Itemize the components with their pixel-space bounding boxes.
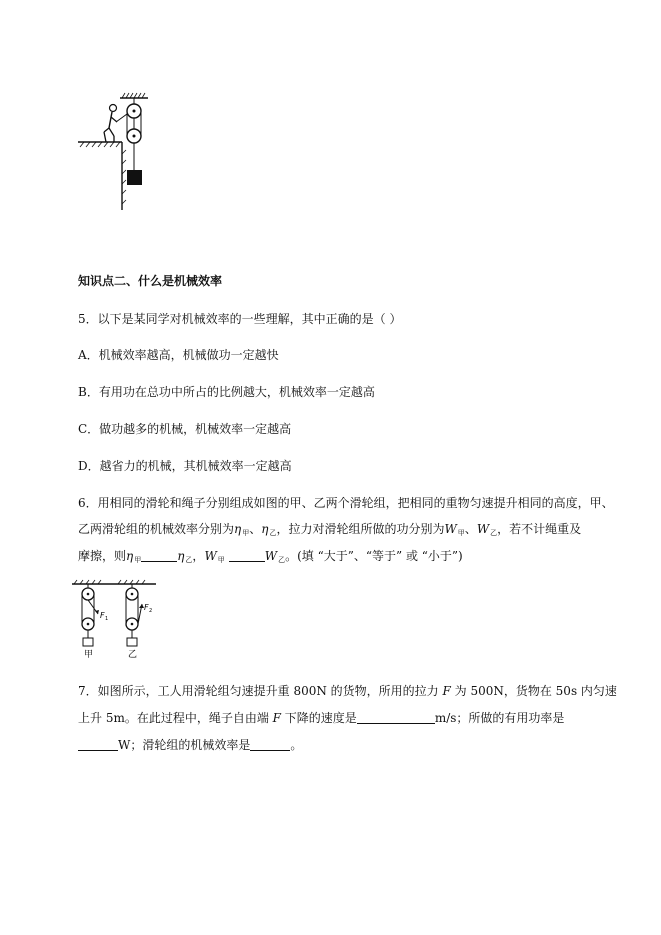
q7-line2-text-b: 下降的速度是	[280, 711, 357, 725]
subscript-yi: 乙	[185, 556, 193, 564]
q7-line3-text-a: W；滑轮组的机械效率是	[118, 738, 251, 752]
q5-option-a: A．机械效率越高，机械做功一定越快	[78, 348, 279, 362]
work-symbol: W	[476, 522, 490, 536]
work-symbol: W	[444, 522, 457, 536]
work-symbol: W	[264, 549, 278, 563]
q7-line2-text-c: ；所做的有用功率是	[456, 711, 565, 725]
q5-stem: 5．以下是某同学对机械效率的一些理解，其中正确的是（ ）	[78, 312, 402, 326]
q6-line3	[78, 548, 463, 568]
q7-line2-text-a: 上升 5m。在此过程中，绳子自由端	[78, 711, 273, 725]
q5-option-c: C．做功越多的机械，机械效率一定越高	[78, 422, 292, 436]
subscript-jia: 甲	[134, 556, 142, 564]
subscript-jia: 甲	[217, 556, 225, 564]
figure-label-yi: 乙	[128, 650, 138, 660]
force-label-f2-sub: 2	[149, 608, 153, 614]
answer-blank-eta[interactable]	[141, 549, 177, 562]
force-label-f1: F	[100, 611, 105, 620]
force-label-f1-sub: 1	[105, 616, 109, 622]
subscript-jia: 甲	[457, 529, 465, 537]
q6-line2-text-a: 乙两滑轮组的机械效率分别为	[78, 522, 235, 536]
q6-line1: 6．用相同的滑轮和绳子分别组成如图的甲、乙两个滑轮组，把相同的重物匀速提升相同的高度，甲、	[78, 496, 614, 510]
q7-line1	[78, 683, 617, 699]
q7-line1-text-a: 7．如图所示，工人用滑轮组匀速提升重 800N 的货物，所用的拉力	[78, 684, 443, 698]
q7-line3	[78, 737, 302, 753]
subscript-jia: 甲	[242, 529, 250, 537]
q6-line2	[78, 521, 581, 541]
pulley-groups-figure	[70, 580, 160, 660]
force-symbol: F	[442, 684, 451, 698]
q6-line2-text-c: ，若不计绳重及	[497, 522, 582, 536]
separator: 、	[464, 522, 477, 536]
q7-line2	[78, 710, 564, 726]
subscript-yi: 乙	[269, 529, 277, 537]
force-symbol: F	[272, 711, 281, 725]
q5-option-b: B．有用功在总功中所占的比例越大，机械效率一定越高	[78, 385, 375, 399]
eta-symbol: η	[126, 549, 134, 563]
answer-blank-speed[interactable]	[357, 711, 435, 724]
subscript-yi: 乙	[278, 556, 286, 564]
separator: 、	[249, 522, 262, 536]
worker-pulley-figure	[76, 92, 156, 212]
comma: ，	[192, 549, 205, 563]
section-heading: 知识点二、什么是机械效率	[78, 274, 223, 288]
q7-line1-text-b: 为 500N，货物在 50s 内匀速	[450, 684, 617, 698]
answer-blank-work[interactable]	[229, 549, 265, 562]
q7-line3-text-b: 。	[290, 738, 303, 752]
q6-line3-text-b: 。(填 “大于”、“等于” 或 “小于”)	[285, 549, 463, 563]
work-symbol: W	[204, 549, 217, 563]
q6-line2-text-b: ，拉力对滑轮组所做的功分别为	[276, 522, 445, 536]
eta-symbol: η	[234, 522, 242, 536]
eta-symbol: η	[261, 522, 269, 536]
answer-blank-power[interactable]	[78, 738, 118, 751]
force-label-f2: F	[144, 603, 149, 612]
answer-blank-efficiency[interactable]	[250, 738, 290, 751]
eta-symbol: η	[177, 549, 185, 563]
figure-label-jia: 甲	[84, 650, 94, 660]
q5-option-d: D．越省力的机械，其机械效率一定越高	[78, 459, 292, 473]
unit-ms: m/s	[434, 711, 457, 725]
q6-line3-text-a: 摩擦，则	[78, 549, 127, 563]
subscript-yi: 乙	[490, 529, 498, 537]
